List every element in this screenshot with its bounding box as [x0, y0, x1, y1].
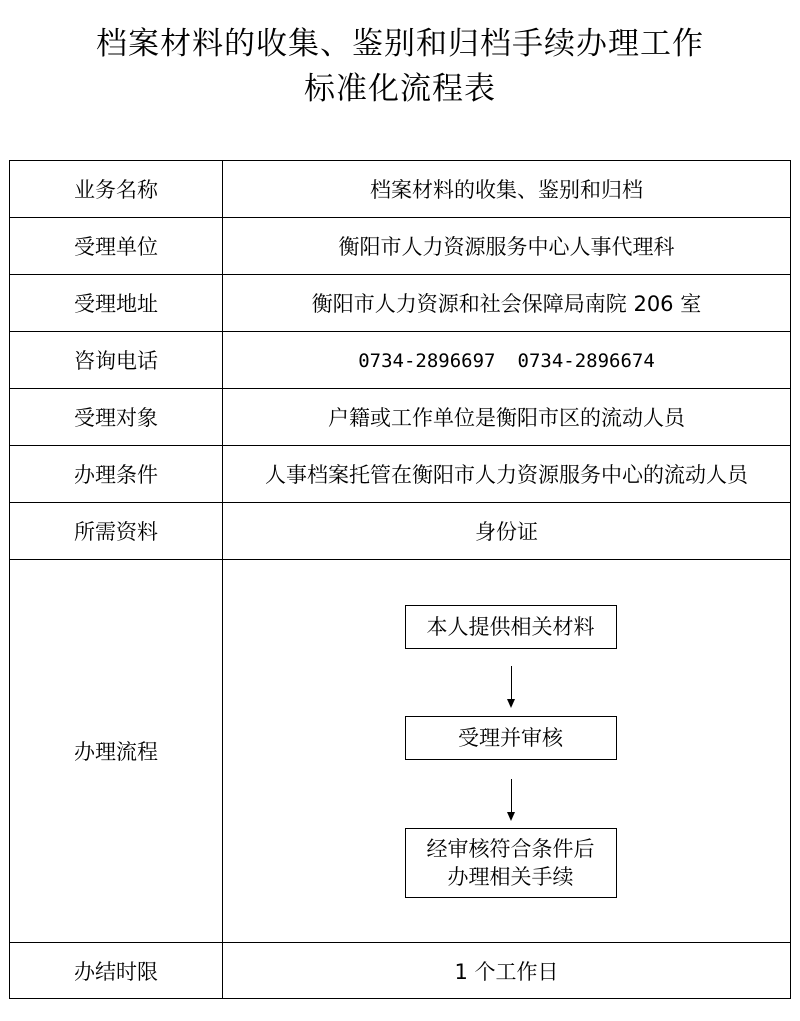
process-table [9, 160, 791, 999]
flow-step-2 [405, 716, 617, 760]
row-label-time-limit: 办结时限 [10, 943, 223, 999]
table-row [10, 332, 791, 389]
table-row [10, 943, 791, 999]
row-value-handling-unit: 衡阳市人力资源服务中心人事代理科 [223, 218, 791, 275]
table-row [10, 275, 791, 332]
table-row [10, 560, 791, 943]
down-arrow-icon [511, 666, 513, 706]
row-label-phone: 咨询电话 [10, 332, 223, 389]
table-row [10, 503, 791, 560]
row-label-materials: 所需资料 [10, 503, 223, 560]
flow-step-1 [405, 605, 617, 649]
flow-step-3-text-line-1: 经审核符合条件后 [426, 837, 595, 861]
row-value-time-limit: 1 个工作日 [223, 943, 791, 999]
table-row [10, 161, 791, 218]
row-value-conditions: 人事档案托管在衡阳市人力资源服务中心的流动人员 [223, 446, 791, 503]
row-value-materials: 身份证 [223, 503, 791, 560]
document-title-line-2: 标准化流程表 [304, 71, 496, 107]
flow-step-3 [405, 828, 617, 898]
row-label-process: 办理流程 [10, 560, 223, 943]
row-label-handling-unit: 受理单位 [10, 218, 223, 275]
process-flowchart [228, 560, 786, 942]
table-row [10, 218, 791, 275]
phone-number-2: 0734-2896674 [517, 350, 655, 372]
flow-step-2-text: 受理并审核 [458, 726, 563, 750]
down-arrow-icon [511, 779, 513, 819]
phone-number-1: 0734-2896697 [358, 350, 496, 372]
document-title-line-1: 档案材料的收集、鉴别和归档手续办理工作 [96, 26, 704, 62]
row-value-target: 户籍或工作单位是衡阳市区的流动人员 [223, 389, 791, 446]
row-label-address: 受理地址 [10, 275, 223, 332]
row-label-target: 受理对象 [10, 389, 223, 446]
row-value-phone [223, 332, 791, 389]
table-row [10, 446, 791, 503]
row-label-conditions: 办理条件 [10, 446, 223, 503]
flow-step-1-text: 本人提供相关材料 [426, 615, 595, 639]
flow-step-3-text-line-2: 办理相关手续 [447, 865, 574, 889]
row-value-address: 衡阳市人力资源和社会保障局南院 206 室 [223, 275, 791, 332]
row-value-business-name: 档案材料的收集、鉴别和归档 [223, 161, 791, 218]
table-row [10, 389, 791, 446]
row-value-process [223, 560, 791, 943]
row-label-business-name: 业务名称 [10, 161, 223, 218]
